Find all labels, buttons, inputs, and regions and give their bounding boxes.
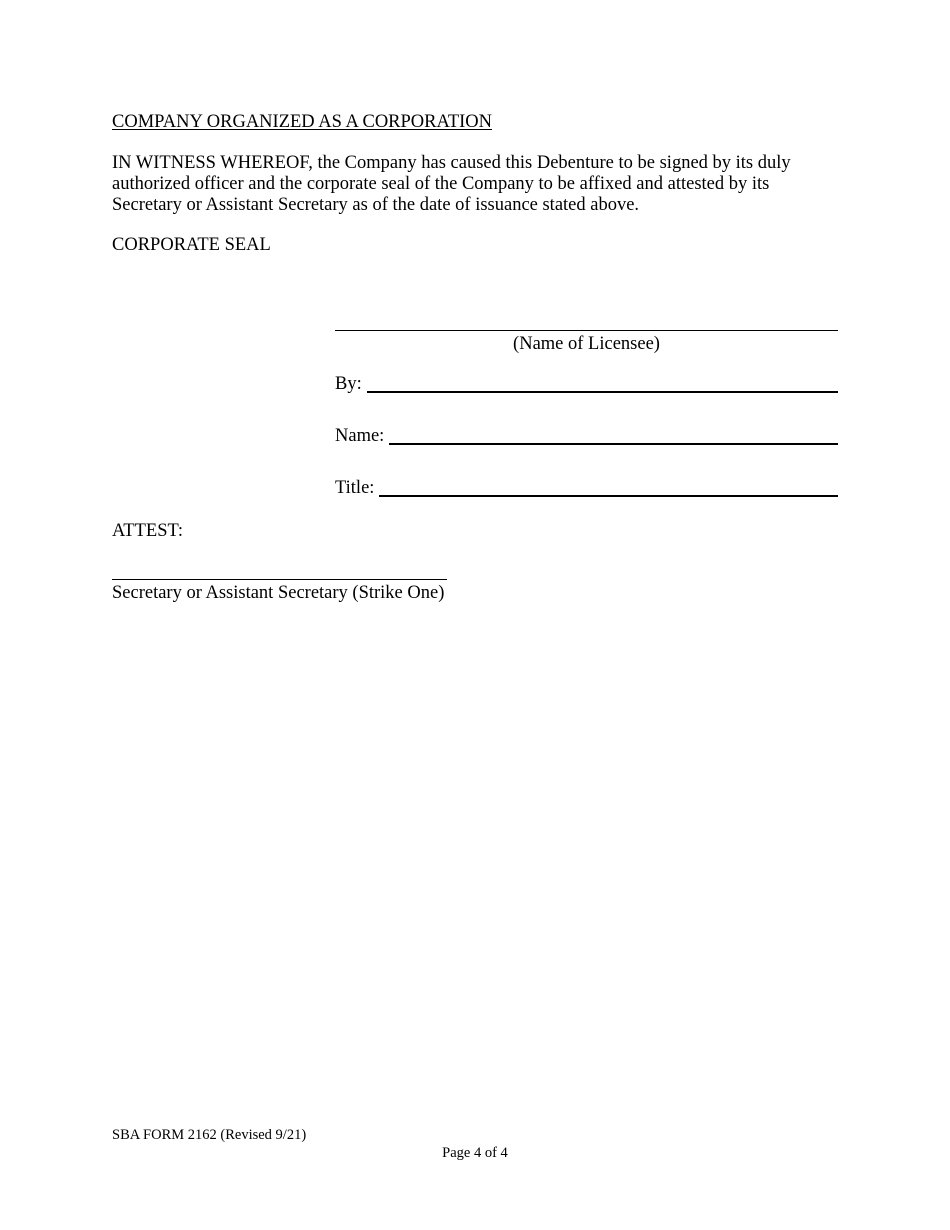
title-row xyxy=(335,478,838,499)
licensee-name-caption: (Name of Licensee) xyxy=(513,334,660,354)
title-field[interactable] xyxy=(379,495,838,497)
witness-paragraph-line: authorized officer and the corporate seal of the Company to be affixed and attested by its xyxy=(112,174,770,194)
name-row xyxy=(335,426,838,447)
attest-label: ATTEST: xyxy=(112,521,184,541)
secretary-caption: Secretary or Assistant Secretary (Strike One) xyxy=(112,583,445,603)
witness-paragraph-line: IN WITNESS WHEREOF, the Company has caused this Debenture to be signed by its duly xyxy=(112,153,791,173)
name-field[interactable] xyxy=(389,443,838,445)
form-identifier: SBA FORM 2162 (Revised 9/21) xyxy=(112,1127,307,1143)
section-heading: COMPANY ORGANIZED AS A CORPORATION xyxy=(112,112,492,132)
secretary-signature-line[interactable] xyxy=(112,579,447,580)
by-signature-row xyxy=(335,374,838,395)
witness-paragraph-line: Secretary or Assistant Secretary as of the date of issuance stated above. xyxy=(112,195,640,215)
by-label: By: xyxy=(335,374,362,394)
page-number: Page 4 of 4 xyxy=(442,1145,508,1161)
by-signature-field[interactable] xyxy=(367,391,838,393)
licensee-name-line[interactable] xyxy=(335,330,838,331)
witness-paragraph xyxy=(112,153,832,216)
corporate-seal-label: CORPORATE SEAL xyxy=(112,235,271,255)
title-label: Title: xyxy=(335,478,375,498)
name-label: Name: xyxy=(335,426,385,446)
